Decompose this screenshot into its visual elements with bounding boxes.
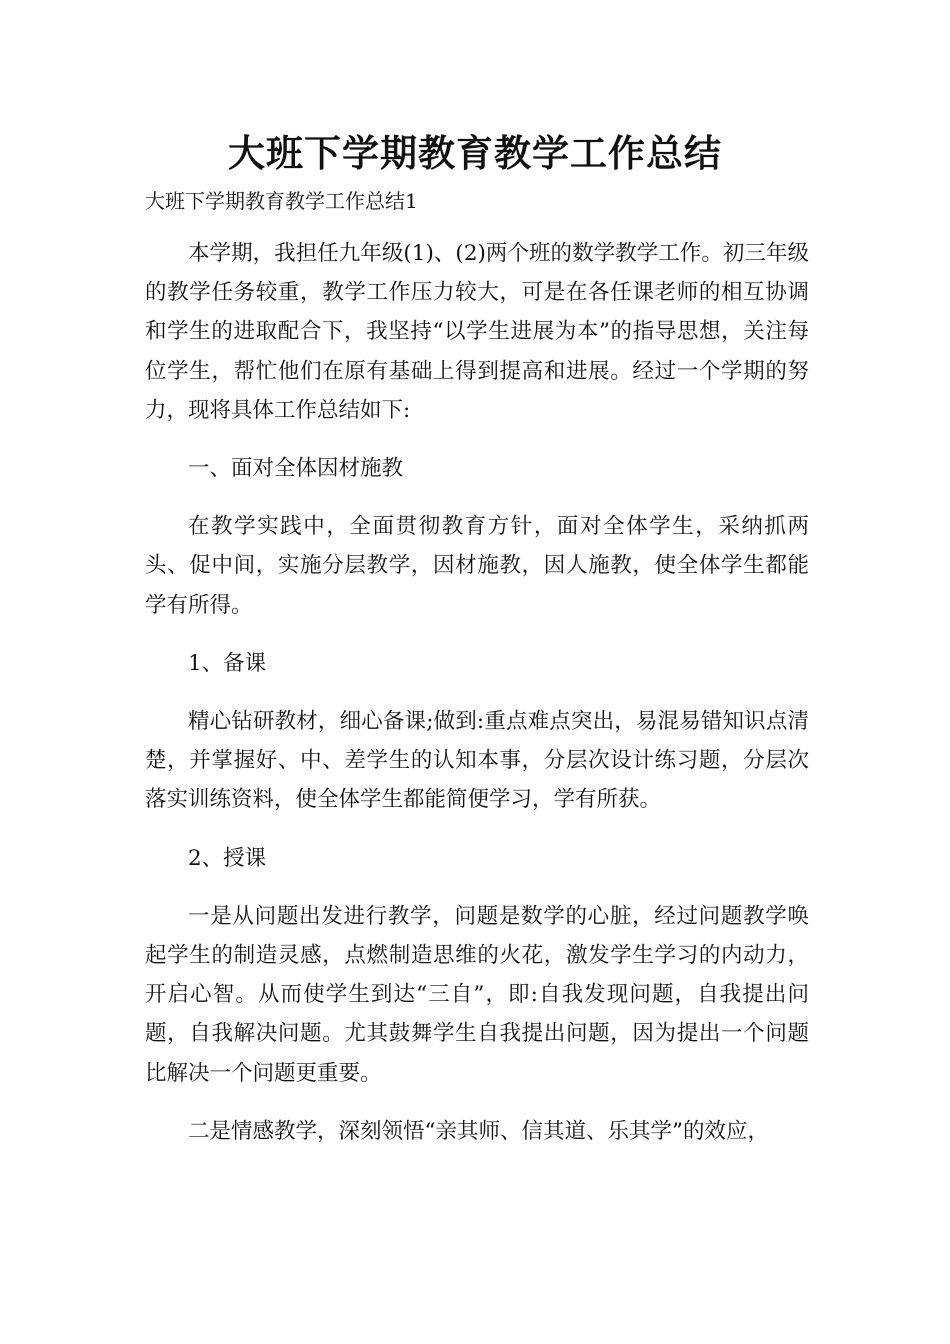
paragraph-section-1: 在教学实践中，全面贯彻教育方针，面对全体学生，采纳抓两头、促中间，实施分层教学，因材施教，因人施教，使全体学生都能学有所得。 [145, 514, 809, 618]
document-body [145, 234, 809, 1170]
document-subtitle: 大班下学期教育教学工作总结1 [145, 189, 418, 213]
paragraph-intro: 本学期，我担任九年级(1)、(2)两个班的数学教学工作。初三年级的教学任务较重，教学工作压力较大，可是在各任课老师的相互协调和学生的进取配合下，我坚持“以学生进展为本”的指导思想，关注每位学生，帮忙他们在原有基础上得到提高和进展。经过一个学期的努力，现将具体工作总结如下: [145, 241, 809, 423]
paragraph-lesson-prep: 精心钻研教材，细心备课;做到:重点难点突出，易混易错知识点清楚，并掌握好、中、差学生的认知本事，分层次设计练习题，分层次落实训练资料，使全体学生都能简便学习，学有所获。 [145, 709, 809, 813]
subheading-lesson-prep: 1、备课 [188, 650, 267, 676]
paragraph-teaching-2: 二是情感教学，深刻领悟“亲其师、信其道、乐其学”的效应， [188, 1118, 769, 1144]
subheading-teaching: 2、授课 [188, 845, 267, 871]
paragraph-teaching-1: 一是从问题出发进行教学，问题是数学的心脏，经过问题教学唤起学生的制造灵感，点燃制造思维的火花，激发学生学习的内动力，开启心智。从而使学生到达“三自”，即:自我发现问题，自我提出问题，自我解决问题。尤其鼓舞学生自我提出问题，因为提出一个问题比解决一个问题更重要。 [145, 903, 809, 1086]
section-heading-1: 一、面对全体因材施教 [188, 456, 404, 482]
document-title: 大班下学期教育教学工作总结 [228, 131, 722, 175]
